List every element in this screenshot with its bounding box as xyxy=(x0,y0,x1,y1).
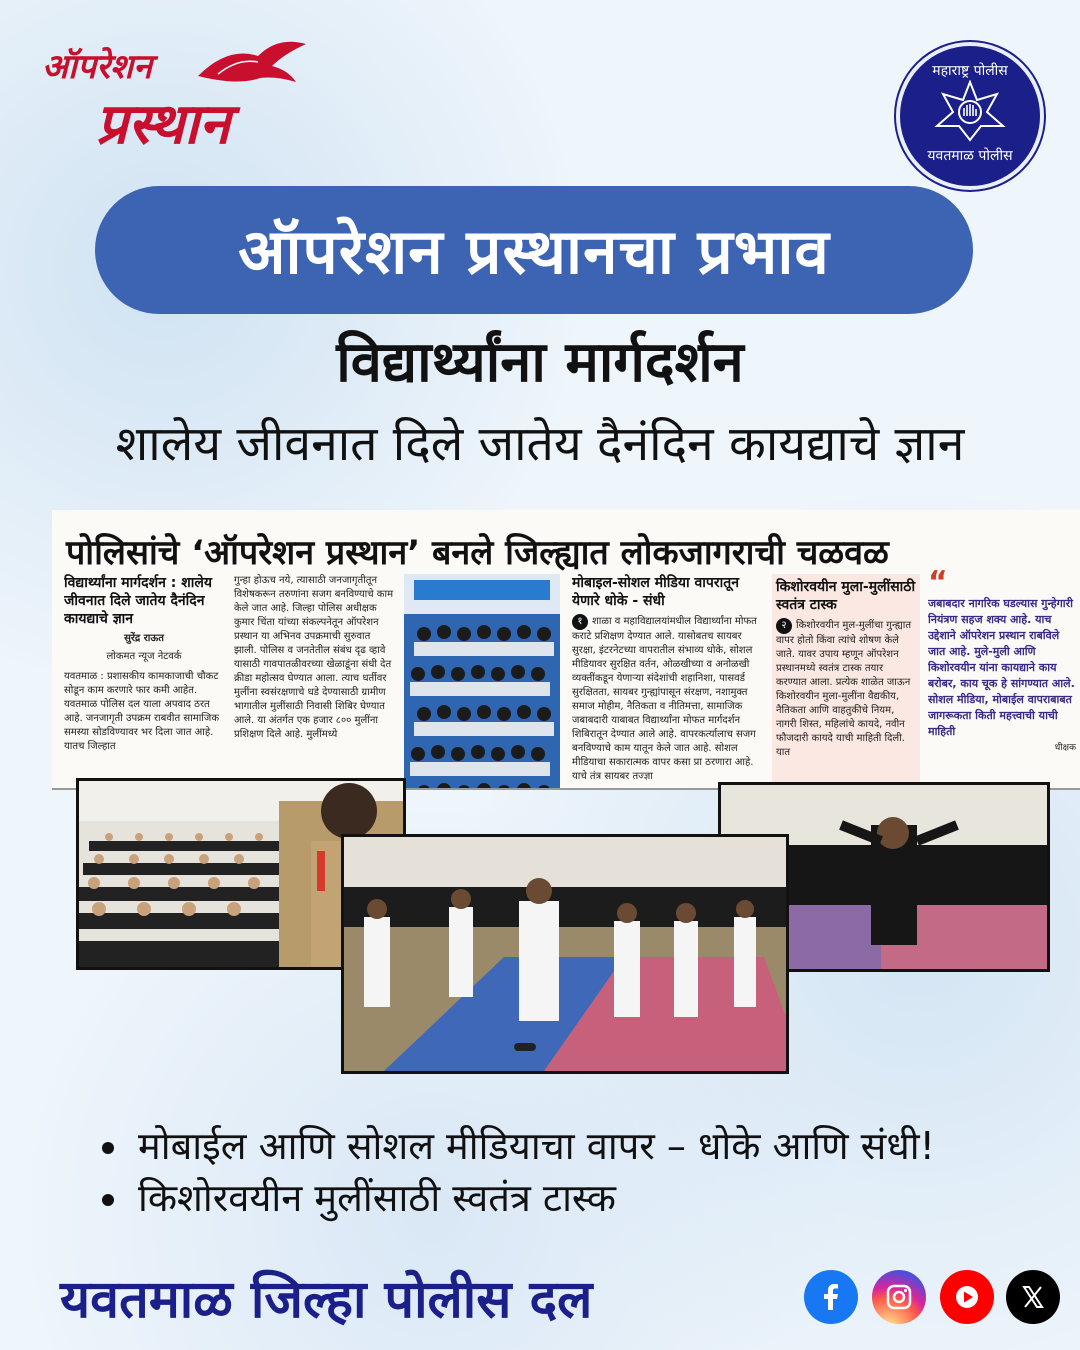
newspaper-headline: पोलिसांचे ‘ऑपरेशन प्रस्थान’ बनले जिल्ह्यात लोकजागराची चळवळ xyxy=(66,533,889,573)
page-title: ऑपरेशन प्रस्थानचा प्रभाव xyxy=(238,215,830,288)
point-number-1: १ xyxy=(572,614,588,630)
instagram-icon[interactable] xyxy=(872,1270,926,1324)
title-banner xyxy=(95,186,973,314)
point-number-2: २ xyxy=(776,618,792,634)
students-group-photo xyxy=(404,574,560,790)
article-source: लोकमत न्यूज नेटवर्क xyxy=(106,651,182,662)
bullet-item: किशोरवयीन मुलींसाठी स्वतंत्र टास्क xyxy=(96,1172,1056,1224)
article-quote-text: जबाबदार नागरिक घडल्यास गुन्हेगारी नियंत्रण सहज शक्य आहे. याच उद्देशाने ऑपरेशन प्रस्थान राबविले जात आहे. मुले-मुली आणि किशोरवयीन यांना कायद्याने काय बरोबर, काय चूक हे सांगण्यात आले. सोशल मीडिया, मोबाईल वापराबाबत जागरूकता किती महत्त्वाची याची माहिती xyxy=(928,597,1075,738)
karate-center-art xyxy=(344,837,786,1071)
article-heading-4: किशोरवयीन मुला-मुलींसाठी स्वतंत्र टास्क xyxy=(776,579,916,613)
police-star-icon xyxy=(933,80,1007,142)
badge-top-text: महाराष्ट्र पोलीस xyxy=(932,63,1008,79)
students-photo-art xyxy=(404,574,560,790)
police-badge xyxy=(896,42,1044,190)
article-column-5 xyxy=(928,570,1076,780)
subline: शालेय जीवनात दिले जातेय दैनंदिन कायद्याचे ज्ञान xyxy=(115,416,965,472)
article-column-2 xyxy=(234,574,394,784)
article-column-4 xyxy=(772,574,920,784)
subtitle: विद्यार्थ्यांना मार्गदर्शन xyxy=(336,330,744,395)
youtube-icon[interactable] xyxy=(940,1270,994,1324)
article-text-2: गुन्हा होऊच नये, त्यासाठी जनजागृतीतून विशेषकरून तरुणांना सजग बनविण्याचे काम केले जात आहे. जिल्हा पोलिस अधीक्षक कुमार चिंता यांच्या संकल्पनेतून ऑपरेशन प्रस्थान या अभिनव उपक्रमाची सुरुवात झाली. पोलिस व जनतेतील संबंध दृढ व्हावे यासाठी गावपातळीवरच्या खेळाडूंना संधी देत क्रीडा महोत्सव घेण्यात आला. त्याच धर्तीवर मुलींना स्वसंरक्षणाचे धडे देण्यासाठी ग्रामीण भागातील मुलींसाठी निवासी शिबिर घेण्यात आले. या अंतर्गत एक हजार ८०० मुलींना प्रशिक्षण दिले आहे. मुलींमध्ये xyxy=(234,575,394,740)
article-heading-1: विद्यार्थ्यांना मार्गदर्शन : शालेय जीवनात दिले जातेय दैनंदिन कायद्याचे ज्ञान xyxy=(64,575,212,627)
article-heading-3: मोबाइल-सोशल मीडिया वापरातून येणारे धोके - संधी xyxy=(572,575,739,609)
article-text-3: शाळा व महाविद्यालयांमधील विद्यार्थ्यांना मोफत कराटे प्रशिक्षण देण्यात आले. यासोबतच सायबर सुरक्षा, इंटरनेटच्या वापरातील संभाव्य धोके, सोशल मीडियावर सुरक्षित वर्तन, ओळखीच्या व अनोळखी व्यक्तींकडून येणाऱ्या संदेशांची शहानिशा, पासवर्ड सुरक्षितता, सायबर गुन्ह्यांपासून संरक्षण, नशामुक्त समाज मोहीम, नैतिकता व नीतिमत्ता, सामाजिक जबाबदारी याबाबत विद्यार्थ्यांना मोफत मार्गदर्शन शिबिरातून देण्यात आले आहे. वापरकर्त्यालाच सजग बनविण्याचे काम यातून केले जात आहे. सोशल मीडियाचा सकारात्मक वापर कसा प्रा ठरणारा आहे. याचे तंत्र सायबर तज्ज्ञा xyxy=(572,616,757,782)
karate-training-photo-center xyxy=(341,834,789,1074)
article-quote-tail: धीक्षक xyxy=(1054,743,1076,753)
bullet-item: मोबाईल आणि सोशल मीडियाचा वापर – धोके आणि संधी! xyxy=(96,1120,1056,1172)
x-icon[interactable] xyxy=(1006,1270,1060,1324)
footer-title: यवतमाळ जिल्हा पोलीस दल xyxy=(60,1270,593,1330)
operation-prasthan-logo xyxy=(38,36,308,186)
badge-bottom-text: यवतमाळ पोलीस xyxy=(927,148,1013,164)
article-byline: सुरेंद्र राऊत xyxy=(124,633,164,644)
article-column-1 xyxy=(64,574,224,784)
article-text-1: यवतमाळ : प्रशासकीय कामकाजाची चौकट सोडून काम करणारे फार कमी आहेत. यवतमाळ पोलिस दल याला अपवाद ठरत आहे. जनजागृती उपक्रम राबवीत सामाजिक समस्या सोडविण्यावर भर दिला जात आहे. यातच जिल्हात xyxy=(64,671,219,752)
brand-line2: प्रस्थान xyxy=(96,91,230,157)
article-column-3 xyxy=(572,574,762,784)
brand-line1: ऑपरेशन xyxy=(42,47,152,87)
newspaper-clipping xyxy=(52,510,1080,790)
quote-mark-icon: “ xyxy=(928,570,948,600)
article-text-4: किशोरवयीन मुल-मुलींचा गुन्ह्यात वापर होतो किंवा त्यांचे शोषण केले जाते. यावर उपाय म्हणून ऑपरेशन प्रस्थानमध्ये स्वतंत्र टास्क तयार करण्यात आला. प्रत्येक शाळेत जाऊन किशोरवयीन मुला-मुलींना वैद्यकीय, नैतिकता आणि वाहतुकीचे नियम, नागरी शिस्त, महिलांचे कायदे, नवीन फौजदारी कायदे याची माहिती दिली. यात xyxy=(776,620,912,758)
bullet-list xyxy=(96,1120,1056,1224)
facebook-icon[interactable] xyxy=(804,1270,858,1324)
